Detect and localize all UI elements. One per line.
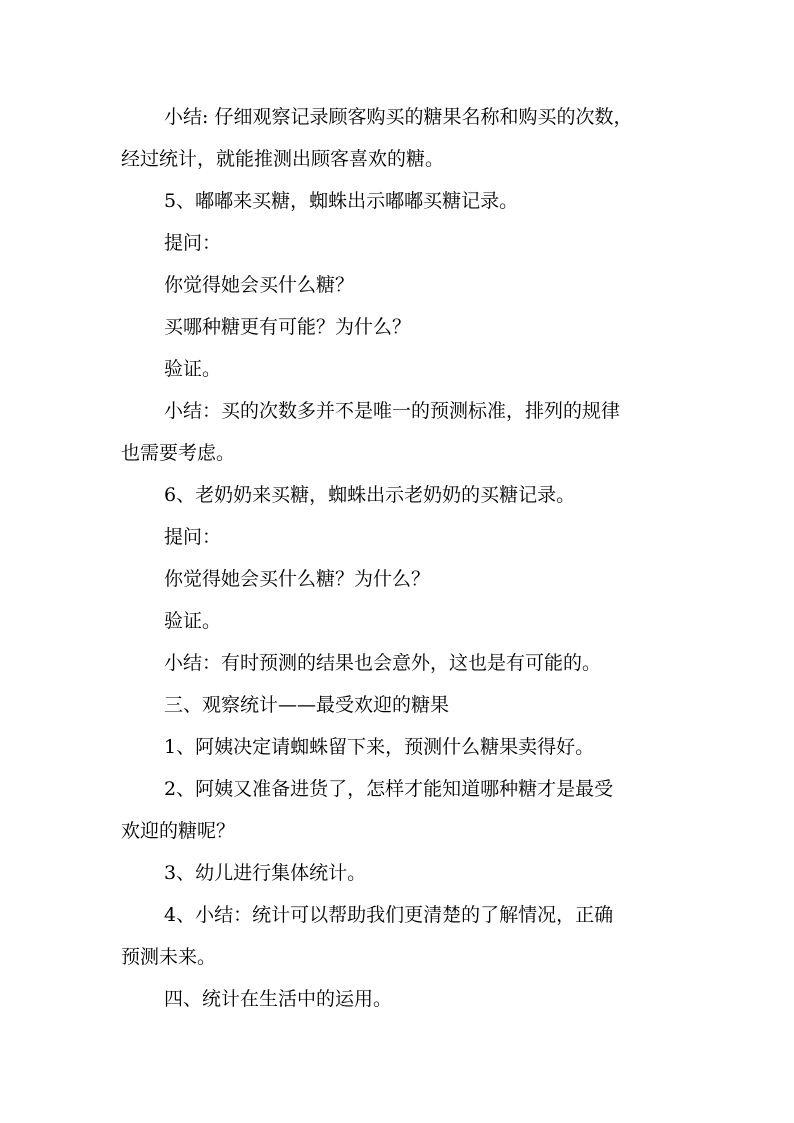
step-6-line: 6、老奶奶来买糖，蜘蛛出示老奶奶的买糖记录。 bbox=[164, 484, 576, 506]
question-line: 你觉得她会买什么糖？ bbox=[164, 274, 355, 296]
verify-line: 验证。 bbox=[164, 610, 222, 632]
summary-line-2: 也需要考虑。 bbox=[121, 442, 236, 464]
item-3-line: 3、幼儿进行集体统计。 bbox=[164, 862, 367, 884]
question-line: 买哪种糖更有可能？为什么？ bbox=[164, 316, 412, 338]
question-label: 提问： bbox=[164, 526, 222, 548]
question-label: 提问： bbox=[164, 232, 222, 254]
item-2-line-1: 2、阿姨又准备进货了，怎样才能知道哪种糖才是最受 bbox=[164, 778, 614, 800]
summary-line-2: 经过统计，就能推测出顾客喜欢的糖。 bbox=[121, 148, 445, 170]
item-4-line-2: 预测未来。 bbox=[121, 946, 217, 968]
question-line: 你觉得她会买什么糖？为什么？ bbox=[164, 568, 431, 590]
summary-line-1: 小结: 仔细观察记录顾客购买的糖果名称和购买的次数， bbox=[164, 106, 633, 128]
step-5-line: 5、嘟嘟来买糖，蜘蛛出示嘟嘟买糖记录。 bbox=[164, 190, 519, 212]
item-2-line-2: 欢迎的糖呢？ bbox=[121, 820, 236, 842]
verify-line: 验证。 bbox=[164, 358, 222, 380]
section-heading-3: 三、观察统计——最受欢迎的糖果 bbox=[164, 694, 450, 716]
item-1-line: 1、阿姨决定请蜘蛛留下来，预测什么糖果卖得好。 bbox=[164, 736, 595, 758]
section-heading-4: 四、统计在生活中的运用。 bbox=[164, 988, 393, 1010]
item-4-line-1: 4、小结：统计可以帮助我们更清楚的了解情况，正确 bbox=[164, 904, 614, 926]
summary-line: 小结：有时预测的结果也会意外，这也是有可能的。 bbox=[164, 652, 602, 674]
summary-line-1: 小结：买的次数多并不是唯一的预测标准，排列的规律 bbox=[164, 400, 621, 422]
